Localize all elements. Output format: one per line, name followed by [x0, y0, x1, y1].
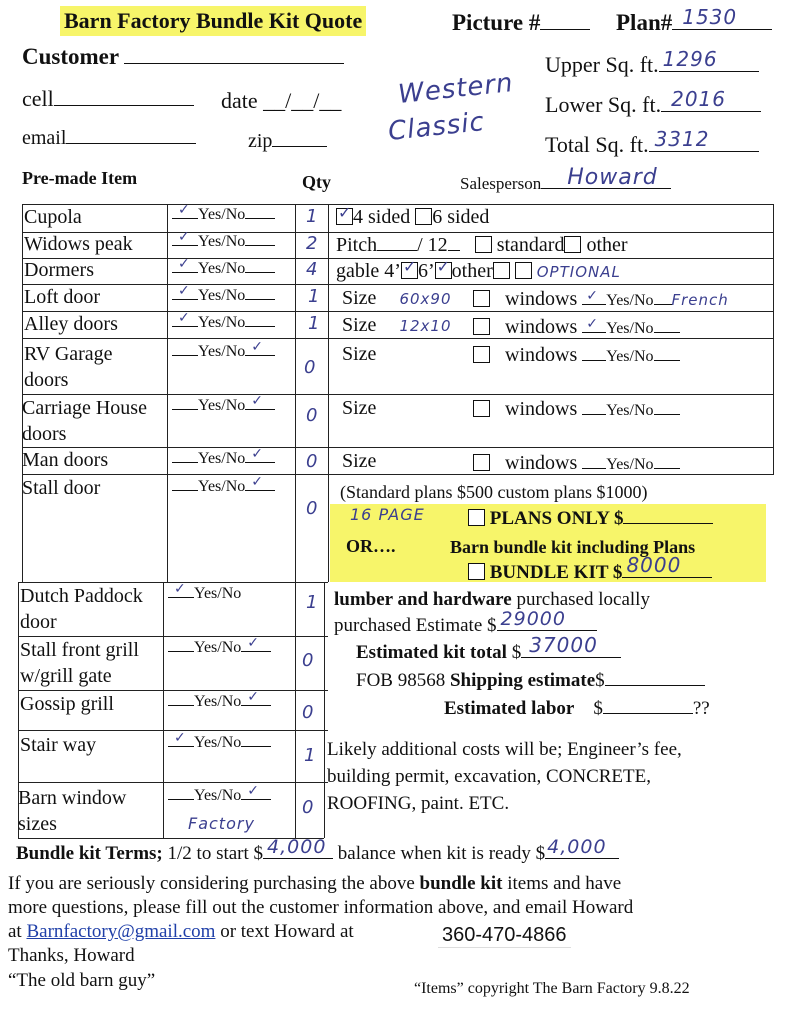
yesno-carriage-house[interactable]: Yes/No ✓ — [172, 397, 275, 415]
man-doors-size: Size — [342, 450, 377, 472]
or-label: OR…. — [346, 536, 396, 556]
yesno-dutch-paddock[interactable]: ✓ Yes/No — [168, 585, 241, 603]
alley-door-windows: windows ✓ Yes/No — [473, 316, 680, 339]
yesno-loft-door[interactable]: ✓ Yes/No — [172, 287, 275, 305]
qty-carriage-house: 0 — [306, 405, 319, 426]
premade-header: Pre-made Item — [22, 168, 138, 188]
date-field[interactable]: __/__/__ — [263, 88, 342, 113]
zip-label: zip — [248, 130, 327, 153]
thanks-line: Thanks, Howard — [8, 945, 135, 966]
pitch-other-checkbox[interactable] — [564, 236, 581, 253]
yesno-barn-window[interactable]: Yes/No ✓ — [168, 787, 271, 805]
plan-value: 1530 — [682, 5, 738, 29]
additional-costs: Likely additional costs will be; Engineer’s fee, building permit, excavation, CONCRETE, ROOFING, paint. ETC. — [327, 739, 682, 814]
customer-label: Customer — [22, 44, 344, 70]
pitch-options: Pitch / 12 standard other — [336, 234, 628, 256]
alley-door-checkbox[interactable] — [473, 318, 490, 335]
item-dormers: Dormers — [24, 259, 94, 281]
yesno-man-doors[interactable]: Yes/No ✓ — [172, 450, 275, 468]
plan-prices: (Standard plans $500 custom plans $1000) — [340, 482, 648, 502]
shipping-estimate: FOB 98568 Shipping estimate$ — [356, 670, 705, 692]
item-stall-door: Stall door — [22, 477, 101, 499]
picture-label: Picture # — [452, 10, 590, 36]
style-note-line2: Classic — [386, 107, 487, 147]
man-doors-checkbox[interactable] — [473, 454, 490, 471]
upper-sqft: Upper Sq. ft. 1296 — [545, 52, 759, 78]
shipping-field[interactable] — [605, 685, 705, 686]
yesno-cupola[interactable]: ✓ Yes/No — [172, 206, 275, 224]
alley-door-options: Size 12x10 — [342, 314, 452, 336]
salesperson-value: Howard — [567, 165, 658, 190]
phone-number: 360-470-4866 — [438, 924, 571, 948]
kit-total: Estimated kit total $ 37000 — [356, 642, 621, 664]
item-loft-door: Loft door — [24, 286, 101, 308]
cell-label: cell — [22, 86, 194, 112]
item-man-doors: Man doors — [22, 449, 109, 471]
dormer-options: gable 4’ ✓ 6’ ✓ other OPTIONAL — [336, 257, 621, 282]
qty-gossip-grill: 0 — [302, 702, 315, 723]
email-field[interactable] — [66, 143, 196, 144]
form-title: Barn Factory Bundle Kit Quote — [60, 6, 366, 36]
qty-cupola: 1 — [306, 206, 319, 227]
yesno-stair-way[interactable]: ✓ Yes/No — [168, 734, 271, 752]
yesno-rv-garage[interactable]: Yes/No ✓ — [172, 343, 275, 361]
yesno-alley-doors[interactable]: ✓ Yes/No — [172, 314, 275, 332]
bundle-kit-price: 8000 — [626, 553, 682, 577]
yesno-dormers[interactable]: ✓ Yes/No — [172, 260, 275, 278]
qty-man-doors: 0 — [306, 451, 319, 472]
cupola-4-checkbox[interactable]: ✓ — [336, 208, 353, 225]
carriage-house-checkbox[interactable] — [473, 400, 490, 417]
lumber-line: lumber and hardware purchased locally — [334, 589, 650, 610]
pitch-standard-checkbox[interactable] — [475, 236, 492, 253]
item-alley-doors: Alley doors — [24, 313, 118, 335]
qty-stall-front-grill: 0 — [302, 650, 315, 671]
item-stall-front-grill: Stall front grill w/grill gate — [20, 639, 139, 687]
item-carriage-house: Carriage House doors — [22, 397, 147, 445]
qty-dutch-paddock: 1 — [306, 592, 319, 613]
signoff-line: “The old barn guy” — [8, 970, 156, 991]
item-rv-garage: RV Garage doors — [24, 343, 113, 391]
item-cupola: Cupola — [24, 206, 82, 228]
plan-label: Plan# 1530 — [616, 10, 772, 36]
item-barn-window: Barn window sizes — [18, 787, 127, 835]
loft-door-windows: windows ✓ Yes/No French — [473, 288, 729, 311]
lower-sqft: Lower Sq. ft. 2016 — [545, 92, 761, 118]
sixteen-page-note: 16 PAGE — [350, 505, 425, 524]
qty-stair-way: 1 — [304, 745, 317, 766]
rv-garage-checkbox[interactable] — [473, 346, 490, 363]
plans-only-checkbox[interactable] — [468, 509, 485, 526]
item-stair-way: Stair way — [20, 734, 97, 756]
bundle-including-plans: Barn bundle kit including Plans — [450, 537, 696, 557]
customer-field[interactable] — [124, 63, 344, 64]
cupola-6-checkbox[interactable] — [415, 208, 432, 225]
cell-field[interactable] — [54, 105, 194, 106]
bundle-terms: Bundle kit Terms; 1/2 to start $ 4,000 balance when kit is ready $ 4,000 — [16, 843, 619, 865]
qty-stall-door: 0 — [306, 498, 319, 519]
date-label: date __/__/__ — [221, 88, 342, 113]
loft-door-options: Size 60x90 — [342, 287, 452, 309]
labor-field[interactable] — [603, 713, 693, 714]
qty-header: Qty — [302, 172, 331, 192]
copyright: “Items” copyright The Barn Factory 9.8.22 — [414, 980, 690, 997]
barn-window-note: Factory — [188, 814, 255, 833]
yesno-widows-peak[interactable]: ✓ Yes/No — [172, 233, 275, 251]
salesperson-label: Salesperson Howard — [460, 174, 671, 194]
cupola-options: ✓ 4 sided 6 sided — [338, 203, 490, 228]
yesno-gossip-grill[interactable]: Yes/No ✓ — [168, 693, 271, 711]
purchased-estimate: purchased Estimate $ 29000 — [334, 615, 597, 637]
gable-4-checkbox[interactable]: ✓ — [401, 262, 418, 279]
item-gossip-grill: Gossip grill — [20, 693, 114, 715]
plans-only-line: PLANS ONLY $ — [468, 508, 713, 530]
qty-dormers: 4 — [306, 259, 319, 280]
total-sqft: Total Sq. ft. 3312 — [545, 132, 759, 158]
style-note-line1: Western — [396, 68, 515, 110]
item-dutch-paddock: Dutch Paddock door — [20, 585, 143, 633]
carriage-house-windows: windows Yes/No — [473, 398, 680, 421]
labor-estimate: Estimated labor $ ?? — [444, 698, 710, 719]
item-widows-peak: Widows peak — [24, 233, 133, 255]
yesno-stall-door[interactable]: Yes/No ✓ — [172, 478, 275, 496]
qty-widows-peak: 2 — [306, 233, 319, 254]
yesno-stall-front-grill[interactable]: Yes/No ✓ — [168, 639, 271, 657]
rv-garage-windows: windows Yes/No — [473, 344, 680, 367]
carriage-house-size: Size — [342, 397, 377, 419]
email-link[interactable]: Barnfactory@gmail.com — [26, 921, 216, 942]
terms-paragraph: If you are seriously considering purchasing the above bundle kit items and have more questions, please fill out the customer information above, and email Howard at Barnfactory@gmail.com or text Howard at — [8, 873, 634, 942]
rv-garage-size: Size — [342, 343, 377, 365]
bundle-kit-line: BUNDLE KIT $ 8000 — [468, 562, 712, 584]
gable-other-checkbox[interactable] — [493, 262, 510, 279]
loft-door-checkbox[interactable] — [473, 290, 490, 307]
gable-6-checkbox[interactable]: ✓ — [435, 262, 452, 279]
email-label: email — [22, 127, 196, 150]
man-doors-windows: windows Yes/No — [473, 452, 680, 475]
qty-loft-door: 1 — [308, 286, 321, 307]
qty-barn-window: 0 — [302, 797, 315, 818]
bundle-kit-checkbox[interactable] — [468, 563, 485, 580]
optional-checkbox[interactable] — [515, 262, 532, 279]
qty-rv-garage: 0 — [304, 357, 317, 378]
zip-field[interactable] — [272, 146, 327, 147]
qty-alley-doors: 1 — [308, 313, 321, 334]
